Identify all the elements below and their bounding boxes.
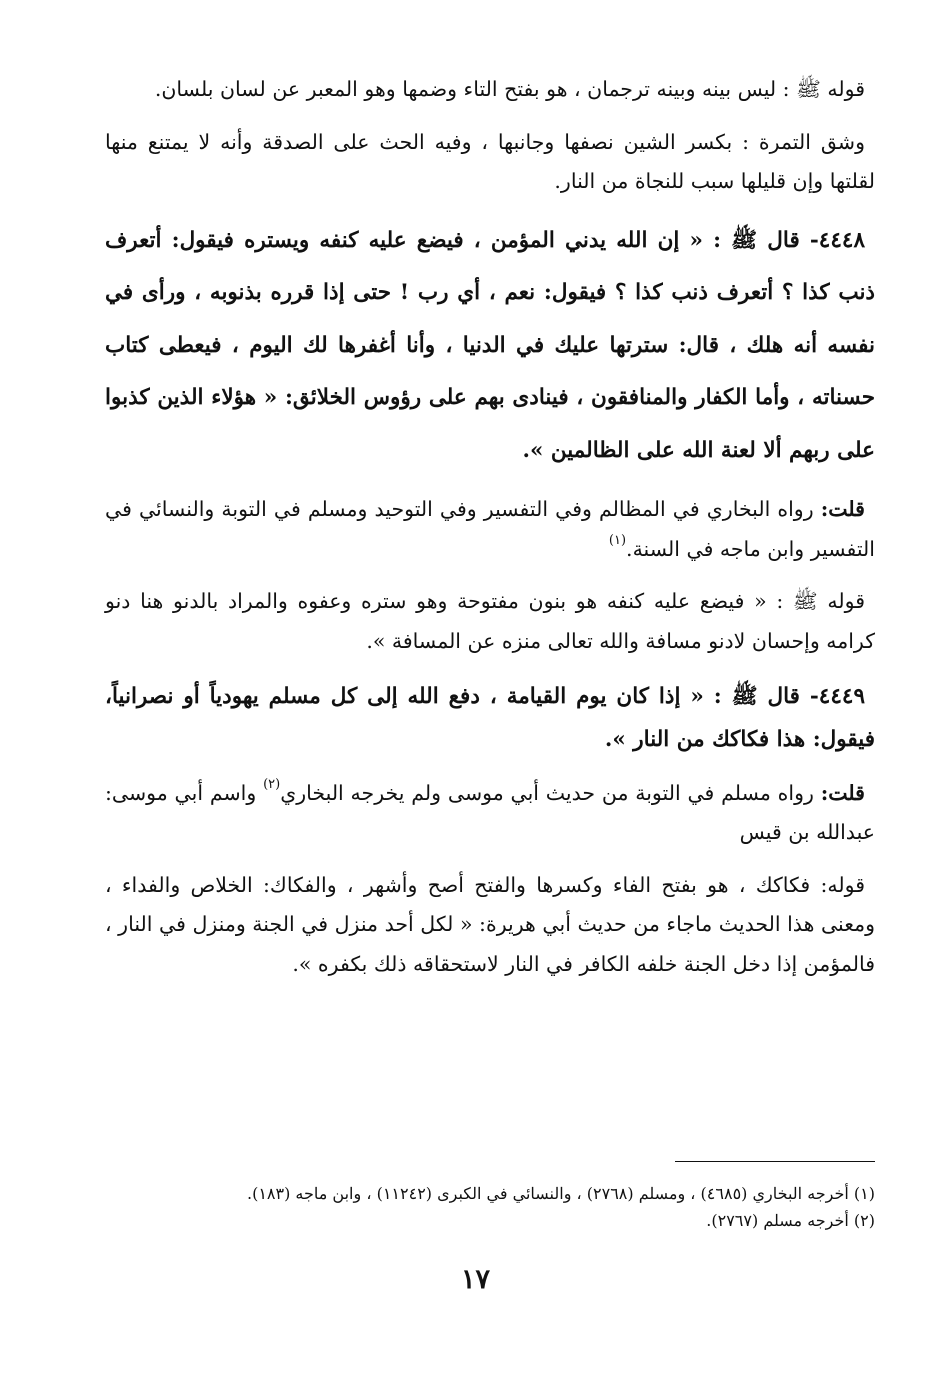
paragraph-tarjuman-note bbox=[105, 70, 875, 110]
takhrij-4449 bbox=[105, 774, 875, 853]
footnote-2: (٢) أخرجه مسلم (٢٧٦٧). bbox=[706, 1211, 875, 1230]
qultu-label: قلت: bbox=[820, 780, 865, 805]
main-text bbox=[105, 70, 875, 998]
paragraph-text: رواه مسلم في التوبة من حديث أبي موسى ولم يخرجه البخاري bbox=[280, 780, 814, 805]
paragraph-text: قوله ﷺ : « فيضع عليه كنفه هو بنون مفتوحة وهو ستره وعفوه والمراد بالدنو هنا دنو كرامه وإحسان لادنو مسافة والله تعالى منزه عن المسافة ». bbox=[105, 589, 875, 654]
paragraph-tail-text: واسم أبي موسى: عبدالله بن قيس bbox=[105, 780, 875, 845]
hadith-text: ٤٤٤٩- قال ﷺ : « إذا كان يوم القيامة ، دفع الله إلى كل مسلم يهودياً أو نصرانياً، فيقول: هذا فكاكك من النار ». bbox=[105, 683, 875, 752]
footnotes bbox=[75, 1180, 875, 1234]
qultu-label: قلت: bbox=[820, 497, 865, 522]
takhrij-4448 bbox=[105, 490, 875, 569]
hadith-text: ٤٤٤٨- قال ﷺ : « إن الله يدني المؤمن ، فيضع عليه كنفه ويستره فيقول: أتعرف ذنب كذا ؟ أتعرف ذنب كذا ؟ فيقول: نعم ، أي رب ! حتى إذا قرره بذنوبه ، ورأى في نفسه أنه هلك ، قال: سترتها عليك في الدنيا ، وأنا أغفرها لك اليوم ، فيعطى كتاب حسناته ، وأما الكفار والمنافقون ، فينادى بهم على رؤوس الخلائق: « هؤلاء الذين كذبوا على ربهم ألا لعنة الله على الظالمين ». bbox=[105, 227, 875, 463]
paragraph-text: وشق التمرة : بكسر الشين نصفها وجانبها ، وفيه الحث على الصدقة وأنه لا يمتنع منها لقلتها وإن قليلها سبب للنجاة من النار. bbox=[105, 129, 875, 194]
page-number: ١٧ bbox=[460, 1264, 490, 1295]
paragraph-kanaf-note bbox=[105, 582, 875, 661]
paragraph-text: قوله: فكاكك ، هو بفتح الفاء وكسرها والفتح أصح وأشهر ، والفكاك: الخلاص والفداء ، ومعنى هذا الحديث ماجاء من حديث أبي هريرة: « لكل أحد منزل في الجنة ومنزل في النار ، فالمؤمن إذا دخل الجنة خلفه الكافر في النار لاستحقاقه ذلك بكفره ». bbox=[105, 872, 875, 977]
hadith-4448 bbox=[105, 215, 875, 478]
footnote-1: (١) أخرجه البخاري (٤٦٨٥) ، ومسلم (٢٧٦٨) ، والنسائي في الكبرى (١١٢٤٢) ، وابن ماجه (١٨٣). bbox=[246, 1184, 875, 1203]
paragraph-text: قوله ﷺ : ليس بينه وبينه ترجمان ، هو بفتح التاء وضمها وهو المعبر عن لسان بلسان. bbox=[154, 77, 865, 101]
footnote-mark-1[interactable]: (١) bbox=[608, 532, 627, 548]
footnote-mark-2[interactable]: (٢) bbox=[263, 776, 281, 792]
paragraph-text: رواه البخاري في المظالم وفي التفسير وفي التوحيد ومسلم في التوبة والنسائي في التفسير وابن ماجه في السنة. bbox=[105, 497, 875, 561]
hadith-4449 bbox=[105, 675, 875, 761]
paragraph-fikak-note bbox=[105, 866, 875, 985]
footnote-separator bbox=[675, 1161, 875, 1162]
paragraph-shiqq-tamra-note bbox=[105, 123, 875, 202]
